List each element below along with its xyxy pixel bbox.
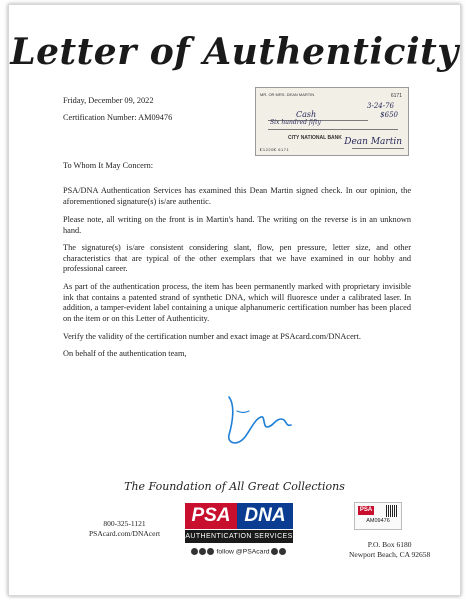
twitter-icon [199,548,206,555]
contact-left [89,519,160,539]
website-link[interactable]: PSAcard.com/DNAcert [89,529,161,538]
paragraph-6: On behalf of the authentication team, [63,349,187,358]
check-image [255,87,409,156]
check-amount: $650 [380,111,398,119]
certification-number: Certification Number: AM09476 [63,113,173,122]
city-address: Newport Beach, CA 92658 [349,550,431,559]
label-cert-code: AM09476 [366,518,390,524]
check-signature: Dean Martin [344,137,402,147]
qr-code-icon [386,505,398,517]
logo-subtitle: AUTHENTICATION SERVICES [185,530,293,543]
check-amount-line [268,129,398,130]
check-number: 6171 [390,93,402,99]
check-date: 3-24-76 [367,102,394,110]
check-payee: Cash [296,110,317,119]
tiktok-icon [279,548,286,555]
facebook-icon [191,548,198,555]
salutation: To Whom It May Concern: [63,161,154,170]
phone-number: 800-325-1121 [103,519,146,528]
logo-psa: PSA [185,503,237,529]
check-micr: ⑆1220⑆ 6171 [260,147,290,152]
po-box: P.O. Box 6180 [367,540,412,549]
follow-handle: follow @PSAcard [216,548,270,556]
social-follow[interactable] [185,548,293,555]
certification-label [354,502,402,530]
youtube-icon [271,548,278,555]
letter-date: Friday, December 09, 2022 [63,96,154,105]
label-psa-logo: PSA [359,507,373,513]
paragraph-5: Verify the validity of the certification number and exact image at PSAcard.com/DNAcert. [63,332,361,341]
authenticator-signature [215,391,295,451]
paragraph-1: PSA/DNA Authentication Services has examined this Dean Martin signed check. In our opinion, the aforementioned signature(s) is/are authentic. [63,186,411,206]
check-bank: CITY NATIONAL BANK [288,135,342,141]
paragraph-2: Please note, all writing on the front is in Martin's hand. The writing on the reverse is in an unknown hand. [63,215,411,235]
letter-sheet [8,4,461,596]
letter-title: Letter of Authenticity [10,31,459,73]
paragraph-4: As part of the authentication process, the item has been permanently marked with proprietary invisible ink that contains a patented strand of synthetic DNA, which will fluoresce under a calibrated laser. In addition, a tamper-evident label containing a unique alphanumeric certification number has been placed on the item or on this Letter of Authenticity. [63,282,411,323]
check-amount-words: Six hundred fifty [270,119,321,126]
logo-dna: DNA [237,503,293,529]
foundation-tagline: The Foundation of All Great Collections [124,480,345,493]
check-signature-line [352,148,404,149]
instagram-icon [207,548,214,555]
check-payer: MR. OR MRS. DEAN MARTIN [260,92,315,97]
paragraph-3: The signature(s) is/are consistent considering slant, flow, pen pressure, letter size, and other characteristics that are typical of the other exemplars that we have examined in our hobby and professional career. [63,243,411,274]
psa-dna-logo [185,503,293,545]
contact-right [349,540,430,560]
